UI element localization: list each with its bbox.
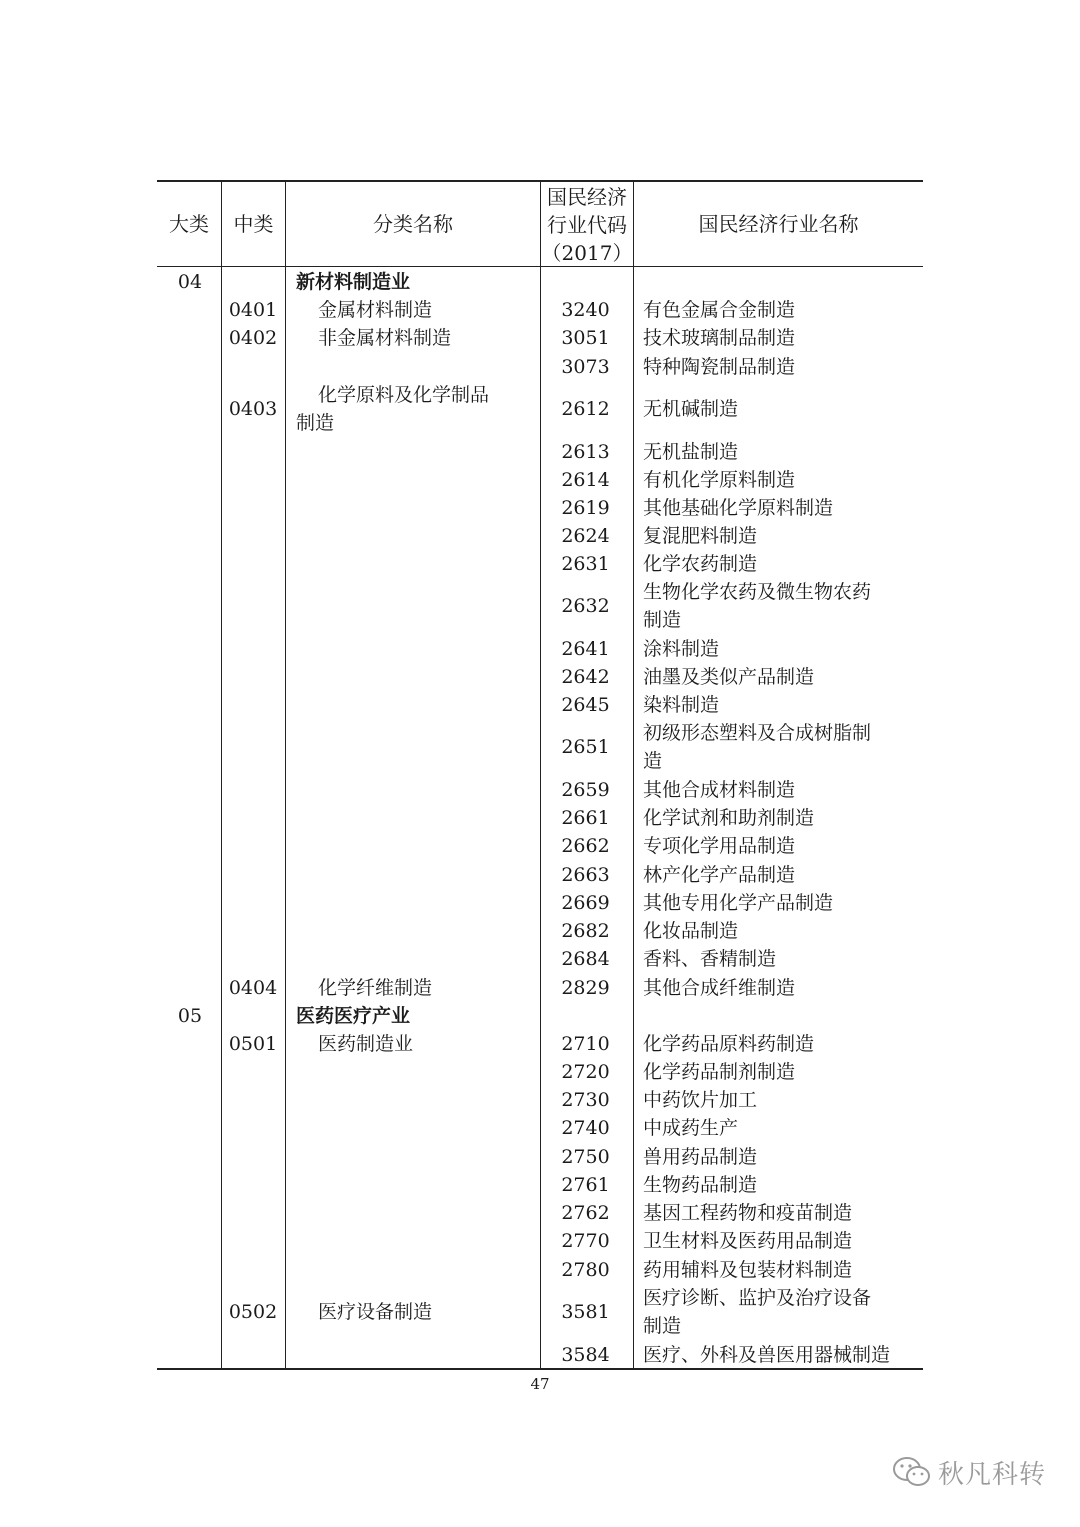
industry-code: 2682: [561, 920, 610, 942]
header-major: 大类: [169, 212, 209, 236]
industry-name: 卫生材料及医药用品制造: [643, 1230, 853, 1252]
industry-code: 2641: [561, 638, 610, 660]
page-number: 47: [530, 1375, 550, 1393]
major-code: 05: [177, 1005, 203, 1027]
industry-code: 3584: [561, 1344, 610, 1366]
industry-name: 技术玻璃制品制造: [643, 327, 796, 349]
column-divider-2: [285, 181, 286, 1369]
industry-name: 专项化学用品制造: [643, 835, 796, 857]
header-middle: 中类: [233, 212, 274, 236]
industry-name: 化学试剂和助剂制造: [643, 807, 815, 829]
industry-name: 初级形态塑料及合成树脂制: [643, 722, 872, 744]
middle-code: 0404: [228, 977, 278, 999]
industry-name: 中成药生产: [643, 1117, 739, 1139]
industry-name: 复混肥料制造: [643, 525, 758, 547]
industry-name: 其他专用化学产品制造: [643, 892, 834, 914]
industry-code: 2663: [561, 864, 610, 886]
industry-name: 有色金属合金制造: [643, 299, 796, 321]
industry-name: 化学药品原料药制造: [643, 1033, 815, 1055]
industry-name: 无机碱制造: [643, 398, 739, 420]
industry-code: 3051: [561, 327, 610, 349]
category-name: 金属材料制造: [318, 299, 433, 321]
industry-name: 染料制造: [643, 694, 720, 716]
category-name: 制造: [296, 412, 335, 434]
industry-name: 药用辅料及包装材料制造: [643, 1259, 853, 1281]
industry-code: 3240: [561, 299, 610, 321]
middle-code: 0501: [228, 1033, 278, 1055]
industry-code: 2614: [561, 469, 610, 491]
industry-code: 2740: [561, 1117, 610, 1139]
industry-name: 其他合成纤维制造: [643, 977, 796, 999]
category-name: 医药制造业: [318, 1033, 414, 1055]
watermark-text: 秋凡科转: [938, 1459, 1047, 1490]
wechat-icon: [892, 1455, 932, 1489]
industry-code: 2624: [561, 525, 610, 547]
industry-name: 兽用药品制造: [643, 1146, 758, 1168]
header-code-line-3: （2017）: [541, 241, 633, 265]
header-industry: 国民经济行业名称: [698, 212, 859, 236]
industry-name: 有机化学原料制造: [643, 469, 796, 491]
industry-name: 基因工程药物和疫苗制造: [643, 1202, 853, 1224]
industry-name: 医疗诊断、监护及治疗设备: [643, 1287, 872, 1309]
watermark: [892, 1452, 1046, 1492]
industry-code: 2720: [561, 1061, 610, 1083]
industry-code: 2661: [561, 807, 610, 829]
industry-code: 2684: [561, 948, 610, 970]
industry-code: 2659: [561, 779, 610, 801]
industry-code: 2750: [561, 1146, 610, 1168]
header-name: 分类名称: [373, 212, 453, 236]
industry-name: 化学药品制剂制造: [643, 1061, 796, 1083]
industry-code: 2651: [561, 736, 610, 758]
industry-name: 涂料制造: [643, 638, 720, 660]
industry-name: 无机盐制造: [643, 441, 739, 463]
industry-code: 2829: [561, 977, 610, 999]
industry-name: 林产化学产品制造: [643, 864, 796, 886]
middle-code: 0502: [228, 1301, 278, 1323]
industry-code: 2710: [561, 1033, 610, 1055]
industry-name: 其他基础化学原料制造: [643, 497, 834, 519]
industry-code: 2762: [561, 1202, 610, 1224]
industry-code: 2631: [561, 553, 610, 575]
column-divider-4: [633, 181, 634, 1369]
major-category-name: 医药医疗产业: [296, 1005, 411, 1027]
industry-name: 化学农药制造: [643, 553, 758, 575]
industry-name: 油墨及类似产品制造: [643, 666, 815, 688]
industry-name: 特种陶瓷制品制造: [643, 356, 796, 378]
industry-code: 2770: [561, 1230, 610, 1252]
industry-code: 2619: [561, 497, 610, 519]
industry-code: 3581: [561, 1301, 610, 1323]
industry-name: 其他合成材料制造: [643, 779, 796, 801]
header-code-line-1: 国民经济: [547, 185, 627, 209]
column-divider-1: [221, 181, 222, 1369]
middle-code: 0403: [228, 398, 278, 420]
industry-name: 造: [643, 750, 663, 772]
industry-name: 香料、香精制造: [643, 948, 777, 970]
category-name: 非金属材料制造: [318, 327, 452, 349]
header-code-line-2: 行业代码: [547, 213, 627, 237]
industry-name: 制造: [643, 1315, 682, 1337]
industry-code: 2632: [561, 595, 610, 617]
major-category-name: 新材料制造业: [296, 271, 411, 293]
industry-code: 2613: [561, 441, 610, 463]
industry-name: 中药饮片加工: [643, 1089, 758, 1111]
major-code: 04: [177, 271, 203, 293]
industry-code: 3073: [561, 356, 610, 378]
middle-code: 0401: [228, 299, 278, 321]
industry-name: 化妆品制造: [643, 920, 739, 942]
industry-code: 2761: [561, 1174, 610, 1196]
category-name: 医疗设备制造: [318, 1301, 433, 1323]
industry-code: 2730: [561, 1089, 610, 1111]
industry-code: 2662: [561, 835, 610, 857]
category-name: 化学原料及化学制品: [318, 384, 490, 406]
industry-code: 2612: [561, 398, 610, 420]
industry-name: 生物药品制造: [643, 1174, 758, 1196]
industry-code: 2642: [561, 666, 610, 688]
industry-name: 制造: [643, 609, 682, 631]
category-name: 化学纤维制造: [318, 977, 433, 999]
industry-name: 医疗、外科及兽医用器械制造: [643, 1344, 891, 1366]
industry-code: 2780: [561, 1259, 610, 1281]
middle-code: 0402: [228, 327, 278, 349]
industry-code: 2645: [561, 694, 610, 716]
industry-code: 2669: [561, 892, 610, 914]
industry-name: 生物化学农药及微生物农药: [643, 581, 872, 603]
